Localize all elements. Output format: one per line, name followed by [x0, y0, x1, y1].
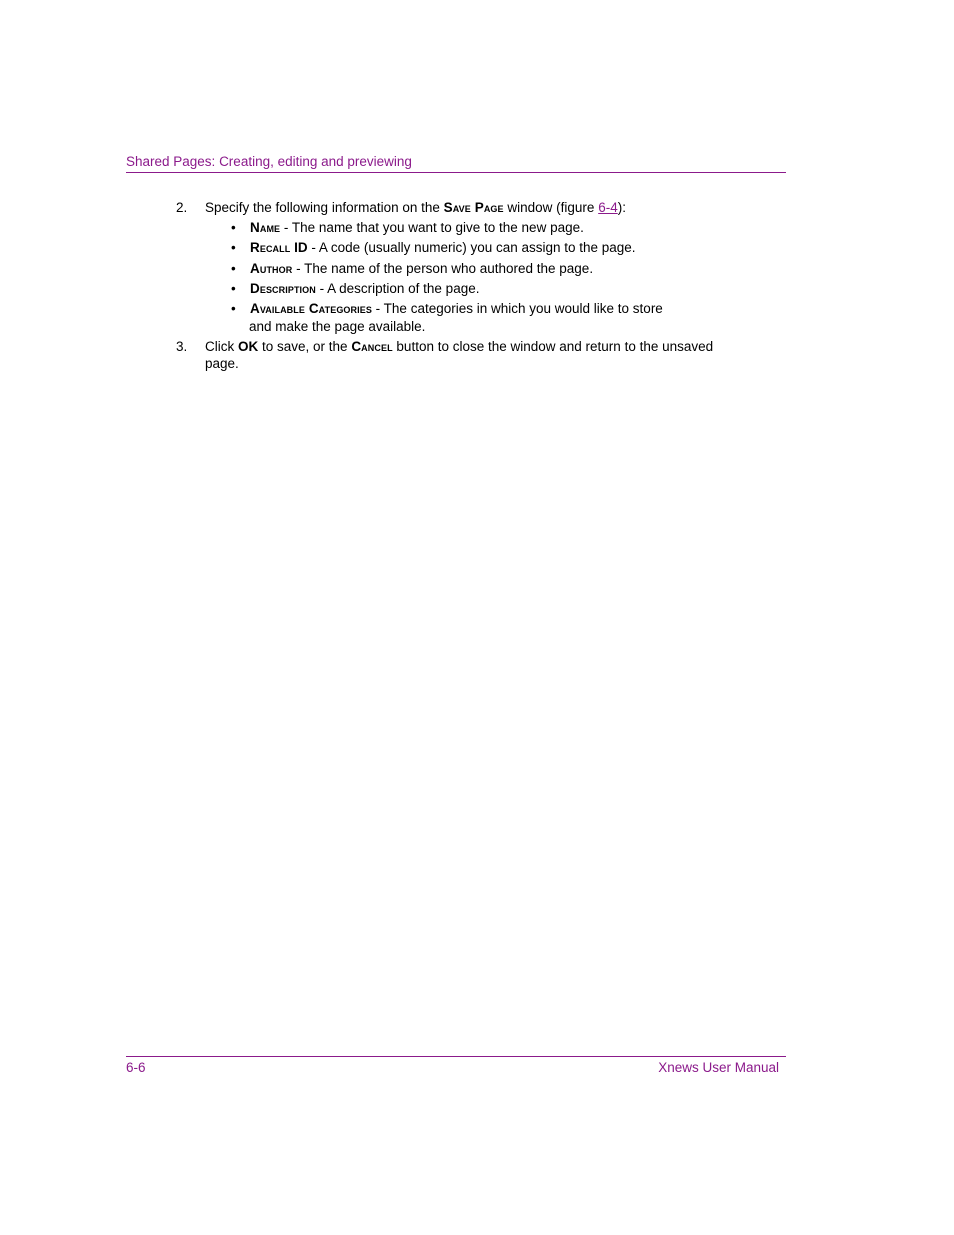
bullet-text [250, 300, 720, 317]
bullet-term-suffix: ID [290, 240, 308, 255]
page-footer [126, 1056, 786, 1081]
bullet-continuation [249, 318, 749, 335]
bullet-dot: • [231, 240, 236, 255]
step-text [205, 338, 750, 372]
figure-link[interactable]: 6-4 [598, 200, 618, 215]
step-text [205, 199, 750, 216]
step-text-before: Specify the following information on the [205, 200, 444, 215]
save-page-term: Save Page [443, 200, 504, 215]
bullet-dot: • [231, 261, 236, 276]
bullet-text [250, 239, 720, 256]
bullet-desc-line2: and make the page available. [249, 319, 426, 334]
step-number: 2. [176, 200, 188, 215]
bullet-term: Description [250, 281, 316, 296]
step-text-after: ): [617, 200, 626, 215]
footer-page-number: 6-6 [126, 1060, 146, 1075]
ok-term: OK [238, 339, 259, 354]
header-title: Shared Pages: Creating, editing and previewing [126, 154, 412, 169]
bullet-dot: • [231, 220, 236, 235]
bullet-desc: - A description of the page. [315, 281, 480, 296]
bullet-term: Author [250, 261, 293, 276]
bullet-desc: - A code (usually numeric) you can assign to the page. [307, 240, 636, 255]
step-text-after: button to close the window and return to the unsaved [392, 339, 714, 354]
page-header [126, 153, 786, 173]
step-text-line2: page. [205, 356, 239, 371]
step-text-before: Click [205, 339, 238, 354]
bullet-desc: - The name of the person who authored the page. [292, 261, 594, 276]
bullet-term: Available Categories [250, 301, 372, 316]
bullet-text [250, 280, 720, 297]
footer-manual-title: Xnews User Manual [658, 1060, 779, 1075]
bullet-term: Name [250, 220, 281, 235]
bullet-desc: - The name that you want to give to the new page. [280, 220, 584, 235]
bullet-dot: • [231, 281, 236, 296]
bullet-desc: - The categories in which you would like to store [371, 301, 663, 316]
bullet-text [250, 219, 720, 236]
step-number: 3. [176, 339, 188, 354]
bullet-dot: • [231, 301, 236, 316]
step-text-middle: window (figure [503, 200, 599, 215]
bullet-term: Recall [250, 240, 291, 255]
cancel-term: Cancel [351, 339, 393, 354]
bullet-text [250, 260, 720, 277]
step-text-middle: to save, or the [258, 339, 352, 354]
